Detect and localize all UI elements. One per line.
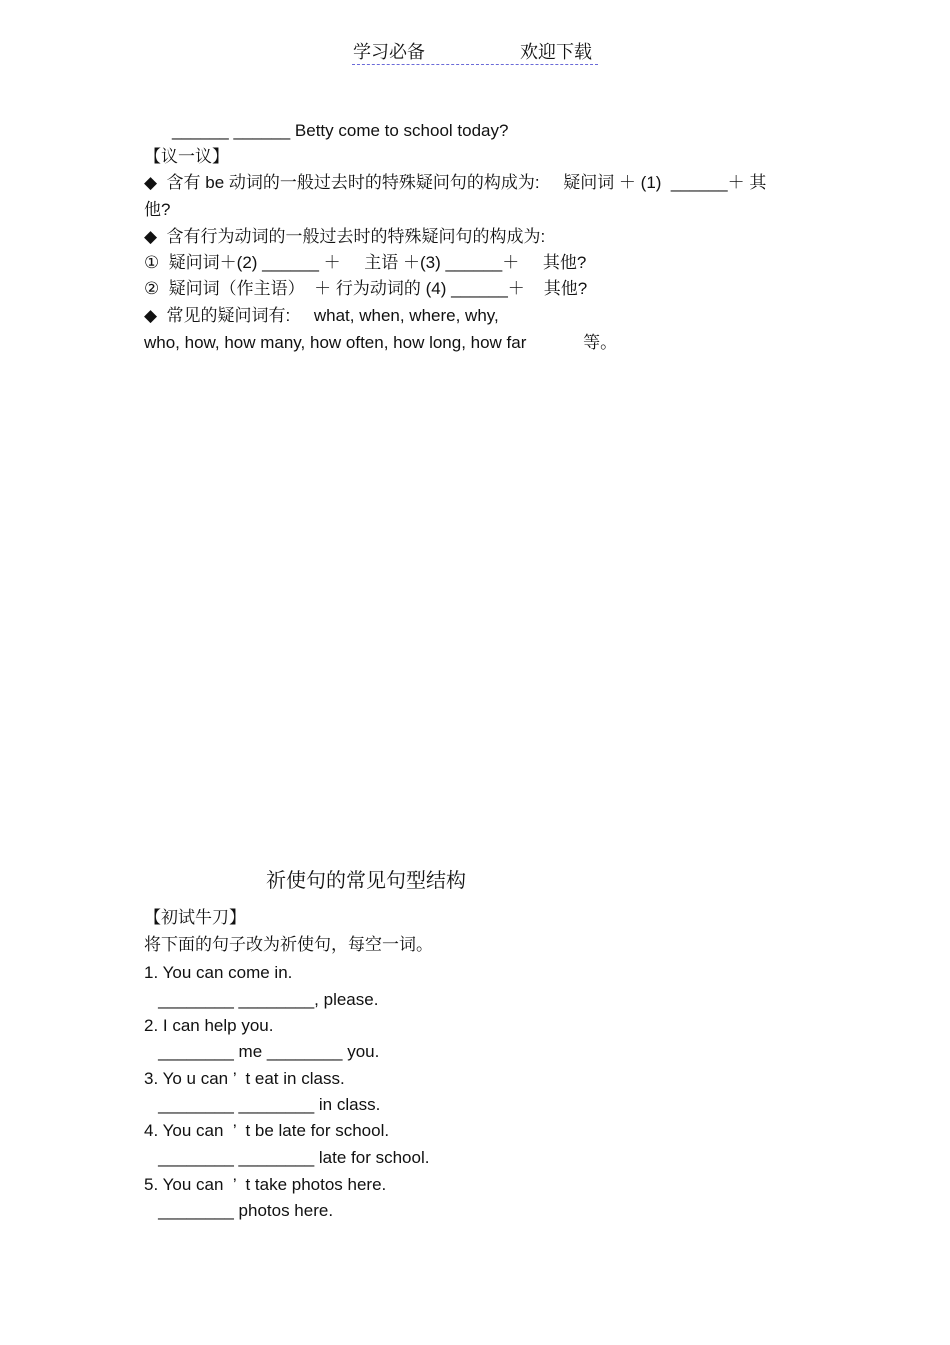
exercise-answer-3: ________ ________ in class. <box>144 1095 381 1114</box>
section-title: 祈使句的常见句型结构 <box>266 870 466 892</box>
question-line: ______ ______ Betty come to school today? <box>172 121 509 140</box>
instruction-line: 将下面的句子改为祈使句，每空一词。 <box>144 935 433 954</box>
exercise-answer-4: ________ ________ late for school. <box>144 1148 430 1167</box>
action-rule-line: ◆ 含有行为动词的一般过去时的特殊疑问句的构成为: <box>144 227 546 246</box>
try-label: 【初试牛刀】 <box>144 908 246 927</box>
common-words-line-1: ◆ 常见的疑问词有: what, when, where, why, <box>144 306 499 325</box>
exercise-answer-2: ________ me ________ you. <box>144 1042 380 1061</box>
exercise-question-4: 4. You can ’ t be late for school. <box>144 1121 390 1140</box>
be-rule-line-1: ◆ 含有 be 动词的一般过去时的特殊疑问句的构成为: 疑问词 ＋ (1) ______＋ 其 <box>144 173 767 192</box>
header-left-text: 学习必备 <box>353 42 425 62</box>
rule-1-line: ① 疑问词＋(2) ______ ＋ 主语 ＋(3) ______＋ 其他? <box>144 253 587 272</box>
exercise-answer-5: ________ photos here. <box>144 1201 334 1220</box>
be-rule-line-2: 他? <box>144 200 171 219</box>
exercise-question-1: 1. You can come in. <box>144 963 293 982</box>
discuss-label: 【议一议】 <box>144 147 229 166</box>
rule-2-line: ② 疑问词（作主语） ＋ 行为动词的 (4) ______＋ 其他? <box>144 279 588 298</box>
common-words-line-2: who, how, how many, how often, how long, how far 等。 <box>144 333 618 352</box>
exercise-question-5: 5. You can ’ t take photos here. <box>144 1175 387 1194</box>
exercise-question-2: 2. I can help you. <box>144 1016 274 1035</box>
page-header <box>352 40 598 65</box>
exercise-question-3: 3. Yo u can ’ t eat in class. <box>144 1069 345 1088</box>
exercise-answer-1: ________ ________, please. <box>144 990 379 1009</box>
header-right-text: 欢迎下载 <box>520 42 592 62</box>
